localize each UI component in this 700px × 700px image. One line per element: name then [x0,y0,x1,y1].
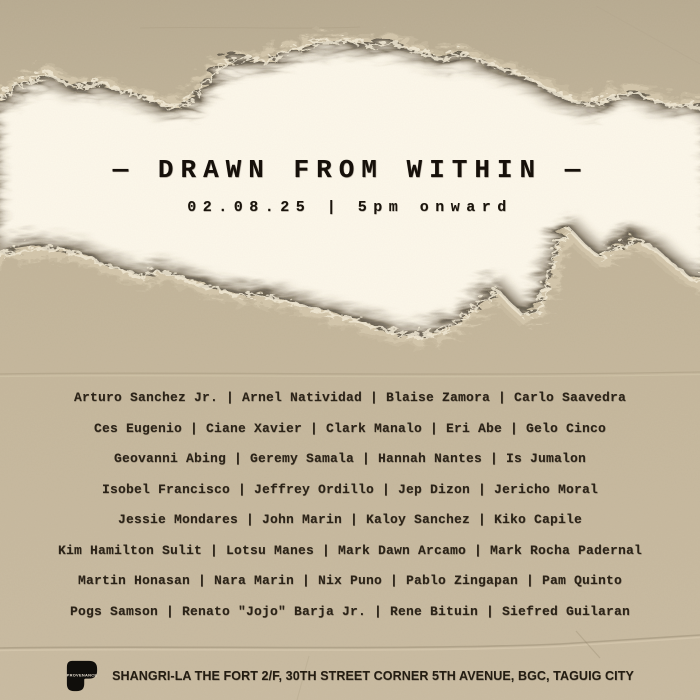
artist-line: Geovanni Abing | Geremy Samala | Hannah Nantes | Is Jumalon [113,451,587,466]
event-title: — DRAWN FROM WITHIN — [112,155,588,185]
artist-line: Ces Eugenio | Ciane Xavier | Clark Manalo | Eri Abe | Gelo Cinco [93,420,607,436]
artist-line: Pogs Samson | Renato "Jojo" Barja Jr. | Rene Bituin | Siefred Guilaran [69,603,631,619]
artist-line: Jessie Mondares | John Marin | Kaloy Sanchez | Kiko Capile [117,512,583,527]
title-block [0,157,700,216]
event-datetime: 02.08.25 | 5pm onward [187,199,513,216]
footer [0,656,700,696]
artist-list [0,383,700,627]
logo-wordmark: PROVENANCE [66,672,98,678]
artist-line: Arturo Sanchez Jr. | Arnel Natividad | Blaise Zamora | Carlo Saavedra [73,390,627,405]
provenance-gallery-logo [66,660,98,692]
artist-line: Isobel Francisco | Jeffrey Ordillo | Jep Dizon | Jericho Moral [101,481,599,497]
artist-line: Kim Hamilton Sulit | Lotsu Manes | Mark Dawn Arcamo | Mark Rocha Padernal [57,542,643,558]
artist-line: Martin Honasan | Nara Marin | Nix Puno | Pablo Zingapan | Pam Quinto [77,573,623,588]
venue-address: SHANGRI-LA THE FORT 2/F, 30TH STREET CORNER 5TH AVENUE, BGC, TAGUIG CITY [112,669,634,683]
